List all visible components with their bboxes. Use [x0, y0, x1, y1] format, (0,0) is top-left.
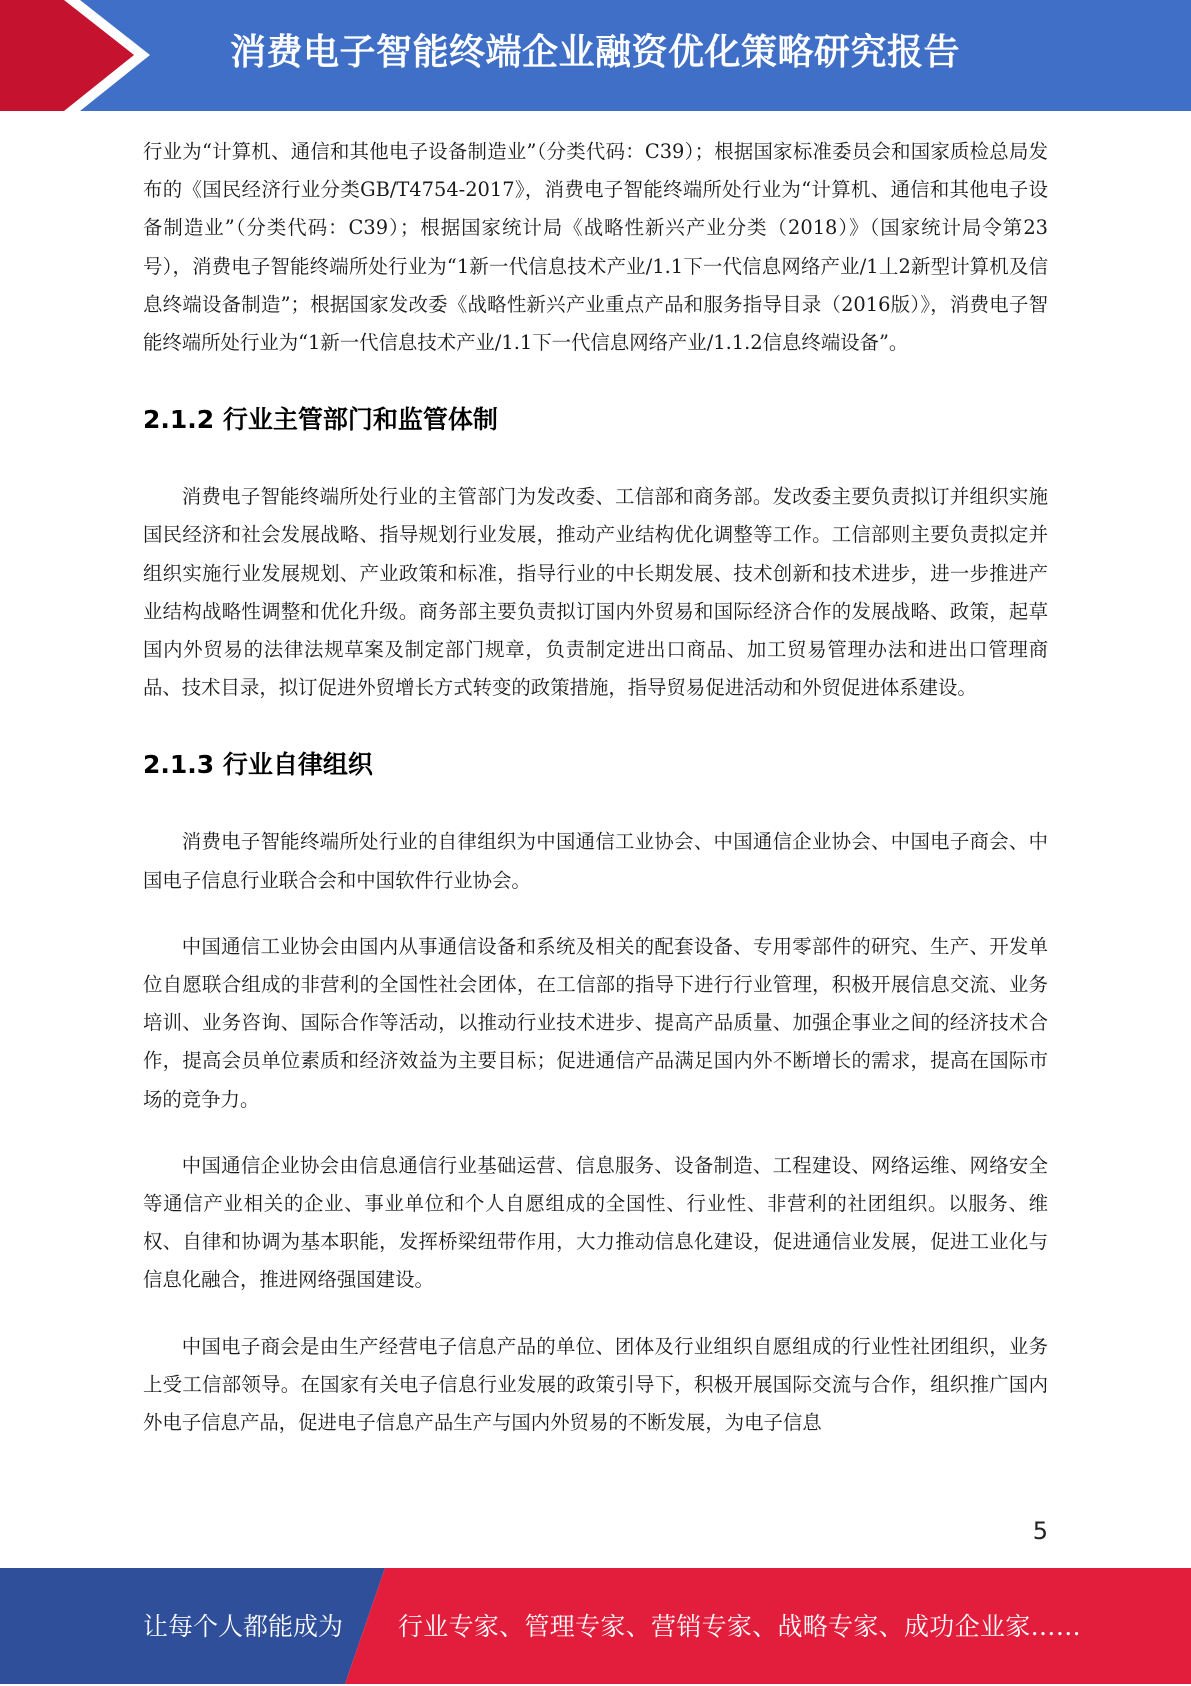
footer-slogan-left: 让每个人都能成为 [143, 1612, 344, 1641]
footer-slogan-right: 行业专家、管理专家、营销专家、战略专家、成功企业家…… [398, 1612, 1082, 1641]
self-regulatory-paragraph: 消费电子智能终端所处行业的自律组织为中国通信工业协会、中国通信企业协会、中国电子商会、中国电子信息行业联合会和中国软件行业协会。 [143, 830, 1048, 892]
section-heading-2-1-3: 2.1.3 行业自律组织 [143, 750, 373, 780]
cace-paragraph: 中国通信企业协会由信息通信行业基础运营、信息服务、设备制造、工程建设、网络运维、网络安全等通信产业相关的企业、事业单位和个人自愿组成的全国性、行业性、非营利的社团组织。以服务、维权、自律和协调为基本职能，发挥桥梁纽带作用，大力推动信息化建设，促进通信业发展，促进工业化与信息化融合，推进网络强国建设。 [143, 1153, 1048, 1292]
page-number: 5 [1032, 1517, 1048, 1545]
page-content [143, 133, 1048, 1442]
header-band [0, 0, 1191, 111]
ccia-paragraph: 中国通信工业协会由国内从事通信设备和系统及相关的配套设备、专用零部件的研究、生产、开发单位自愿联合组成的非营利的全国性社会团体，在工信部的指导下进行行业管理，积极开展信息交流、业务培训、业务咨询、国际合作等活动，以推动行业技术进步、提高产品质量、加强企事业之间的经济技术合作，提高会员单位素质和经济效益为主要目标；促进通信产品满足国内外不断增长的需求，提高在国际市场的竞争力。 [143, 934, 1048, 1111]
footer-band [0, 1568, 1191, 1684]
header-arrow-icon [0, 0, 150, 111]
intro-paragraph: 行业为“计算机、通信和其他电子设备制造业”（分类代码：C39）；根据国家标准委员会和国家质检总局发布的《国民经济行业分类GB/T4754-2017》，消费电子智能终端所处行业为“计算机、通信和其他电子设备制造业”（分类代码：C39）；根据国家统计局《战略性新兴产业分类（2018）》（国家统计局令第23号），消费电子智能终端所处行业为“1新一代信息技术产业/1.1下一代信息网络产业/1丄2新型计算机及信息终端设备制造”；根据国家发改委《战略性新兴产业重点产品和服务指导目录（2016版）》，消费电子智能终端所处行业为“1新一代信息技术产业/1.1下一代信息网络产业/1.1.2信息终端设备”。 [143, 140, 1048, 355]
regulator-paragraph: 消费电子智能终端所处行业的主管部门为发改委、工信部和商务部。发改委主要负责拟订并组织实施国民经济和社会发展战略、指导规划行业发展，推动产业结构优化调整等工作。工信部则主要负责拟定并组织实施行业发展规划、产业政策和标准，指导行业的中长期发展、技术创新和技术进步，进一步推进产业结构战略性调整和优化升级。商务部主要负责拟订国内外贸易和国际经济合作的发展战略、政策，起草国内外贸易的法律法规草案及制定部门规章，负责制定进出口商品、加工贸易管理办法和进出口管理商品、技术目录，拟订促进外贸增长方式转变的政策措施，指导贸易促进活动和外贸促进体系建设。 [143, 485, 1048, 700]
report-title: 消费电子智能终端企业融资优化策略研究报告 [230, 32, 961, 73]
cecc-paragraph: 中国电子商会是由生产经营电子信息产品的单位、团体及行业组织自愿组成的行业性社团组织，业务上受工信部领导。在国家有关电子信息行业发展的政策引导下，积极开展国际交流与合作，组织推广国内外电子信息产品，促进电子信息产品生产与国内外贸易的不断发展，为电子信息 [143, 1334, 1048, 1435]
section-heading-2-1-2: 2.1.2 行业主管部门和监管体制 [143, 405, 498, 435]
